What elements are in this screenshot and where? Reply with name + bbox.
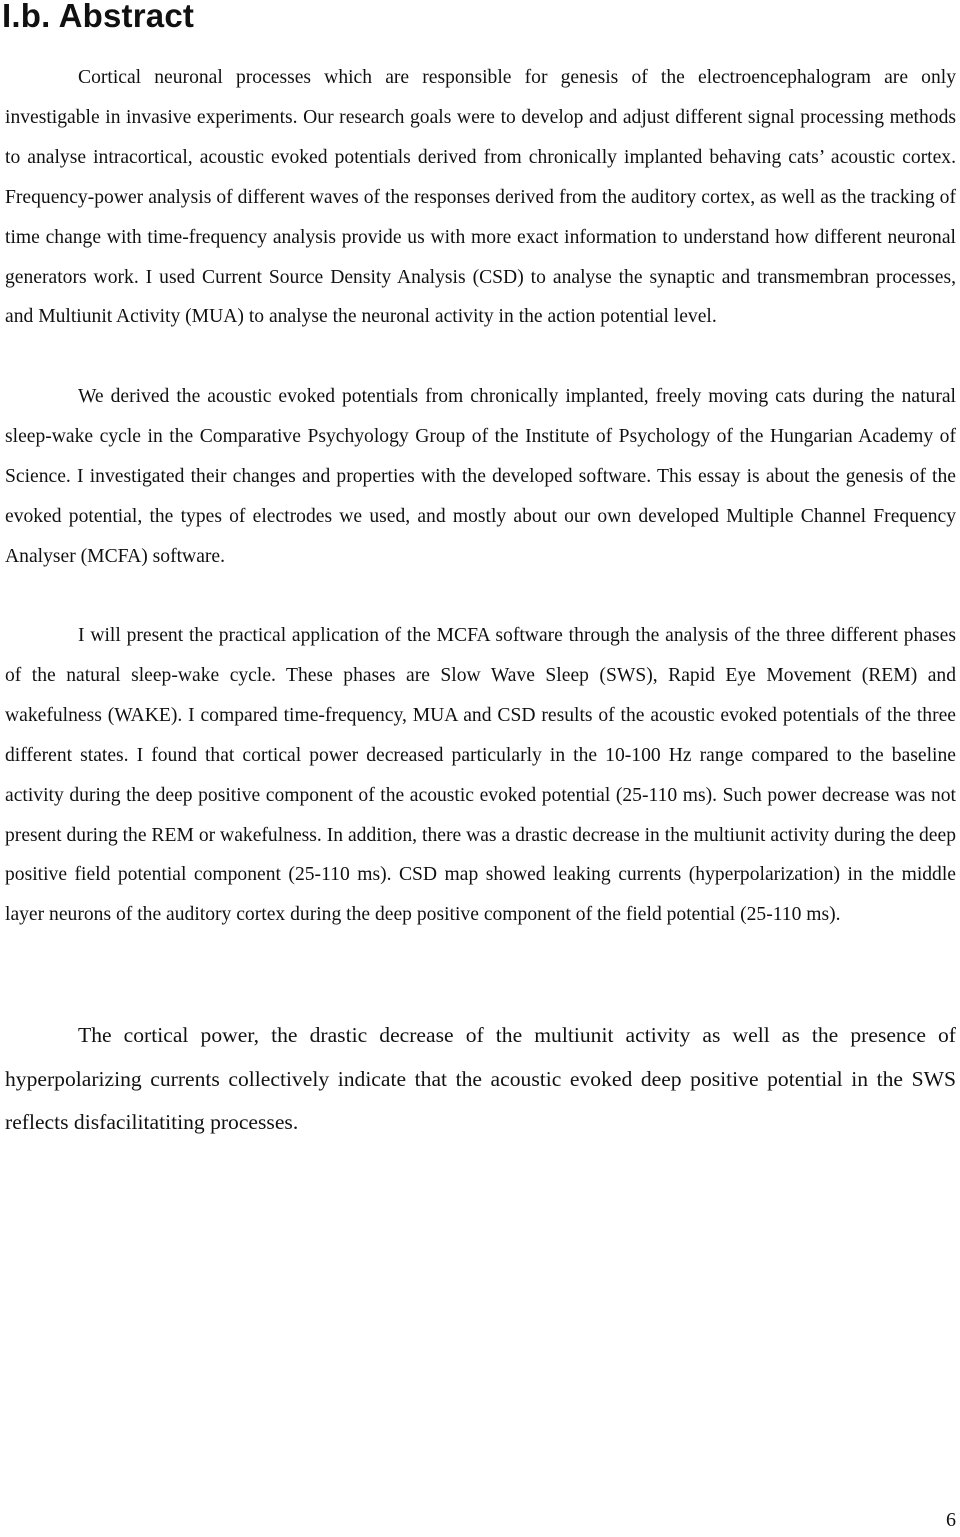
page-number: 6	[946, 1509, 956, 1531]
abstract-paragraph-1: Cortical neuronal processes which are responsible for genesis of the electroencephalogram are only investigable in invasive experiments. Our research goals were to develop and adjust different signal processing methods to analyse intracortical, acoustic evoked potentials derived from chronically implanted behaving cats’ acoustic cortex. Frequency-power analysis of different waves of the responses derived from the auditory cortex, as well as the tracking of time change with time-frequency analysis provide us with more exact information to understand how different neuronal generators work. I used Current Source Density Analysis (CSD) to analyse the synaptic and transmembran processes, and Multiunit Activity (MUA) to analyse the neuronal activity in the action potential level.	[5, 67, 956, 328]
abstract-paragraph-2: We derived the acoustic evoked potentials from chronically implanted, freely moving cats during the natural sleep-wake cycle in the Comparative Psychyology Group of the Institute of Psychology of the Hungarian Academy of Science. I investigated their changes and properties with the developed software. This essay is about the genesis of the evoked potential, the types of electrodes we used, and mostly about our own developed Multiple Channel Frequency Analyser (MCFA) software.	[5, 386, 956, 567]
abstract-paragraph-3: I will present the practical application of the MCFA software through the analysis of the three different phases of the natural sleep-wake cycle. These phases are Slow Wave Sleep (SWS), Rapid Eye Movement (REM) and wakefulness (WAKE). I compared time-frequency, MUA and CSD results of the acoustic evoked potentials of the three different states. I found that cortical power decreased particularly in the 10-100 Hz range compared to the baseline activity during the deep positive component of the acoustic evoked potential (25-110 ms). Such power decrease was not present during the REM or wakefulness. In addition, there was a drastic decrease in the multiunit activity during the deep positive field potential component (25-110 ms). CSD map showed leaking currents (hyperpolarization) in the middle layer neurons of the auditory cortex during the deep positive component of the field potential (25-110 ms).	[5, 625, 956, 926]
section-heading: I.b. Abstract	[2, 0, 195, 34]
abstract-paragraph-4: The cortical power, the drastic decrease of the multiunit activity as well as the presence of hyperpolarizing currents collectively indicate that the acoustic evoked deep positive potential in the SWS reflects disfacilitatiting processes.	[5, 1023, 956, 1135]
